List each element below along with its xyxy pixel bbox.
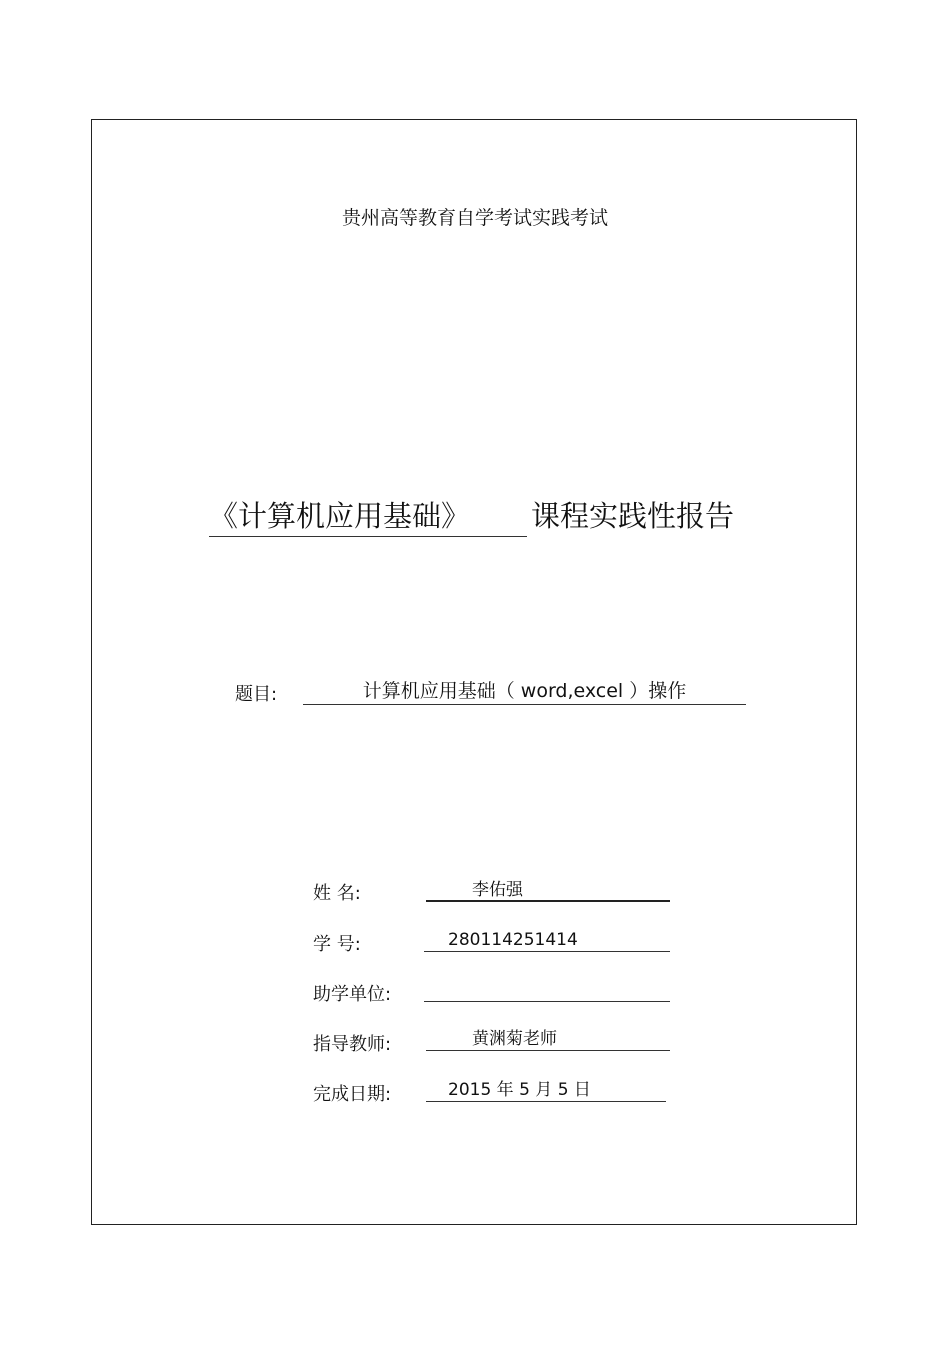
page-frame: [91, 119, 857, 1225]
topic-label: 题目:: [235, 684, 278, 705]
id-value: 280114251414: [424, 928, 670, 952]
teacher-value: 黄渊菊老师: [426, 1027, 670, 1051]
topic-value: 计算机应用基础（ word,excel ）操作: [303, 678, 746, 705]
teacher-label: 指导教师:: [313, 1034, 392, 1055]
school-value: [424, 977, 670, 1002]
name-value: 李佑强: [426, 878, 670, 902]
school-label: 助学单位:: [313, 984, 392, 1005]
course-suffix: 课程实践性报告: [531, 499, 735, 533]
date-value: 2015 年 5 月 5 日: [426, 1078, 666, 1102]
course-name: 《计算机应用基础》: [209, 496, 527, 537]
date-label: 完成日期:: [313, 1084, 392, 1105]
name-label: 姓 名:: [313, 883, 361, 904]
id-label: 学 号:: [313, 934, 361, 955]
exam-title: 贵州高等教育自学考试实践考试: [341, 207, 608, 229]
